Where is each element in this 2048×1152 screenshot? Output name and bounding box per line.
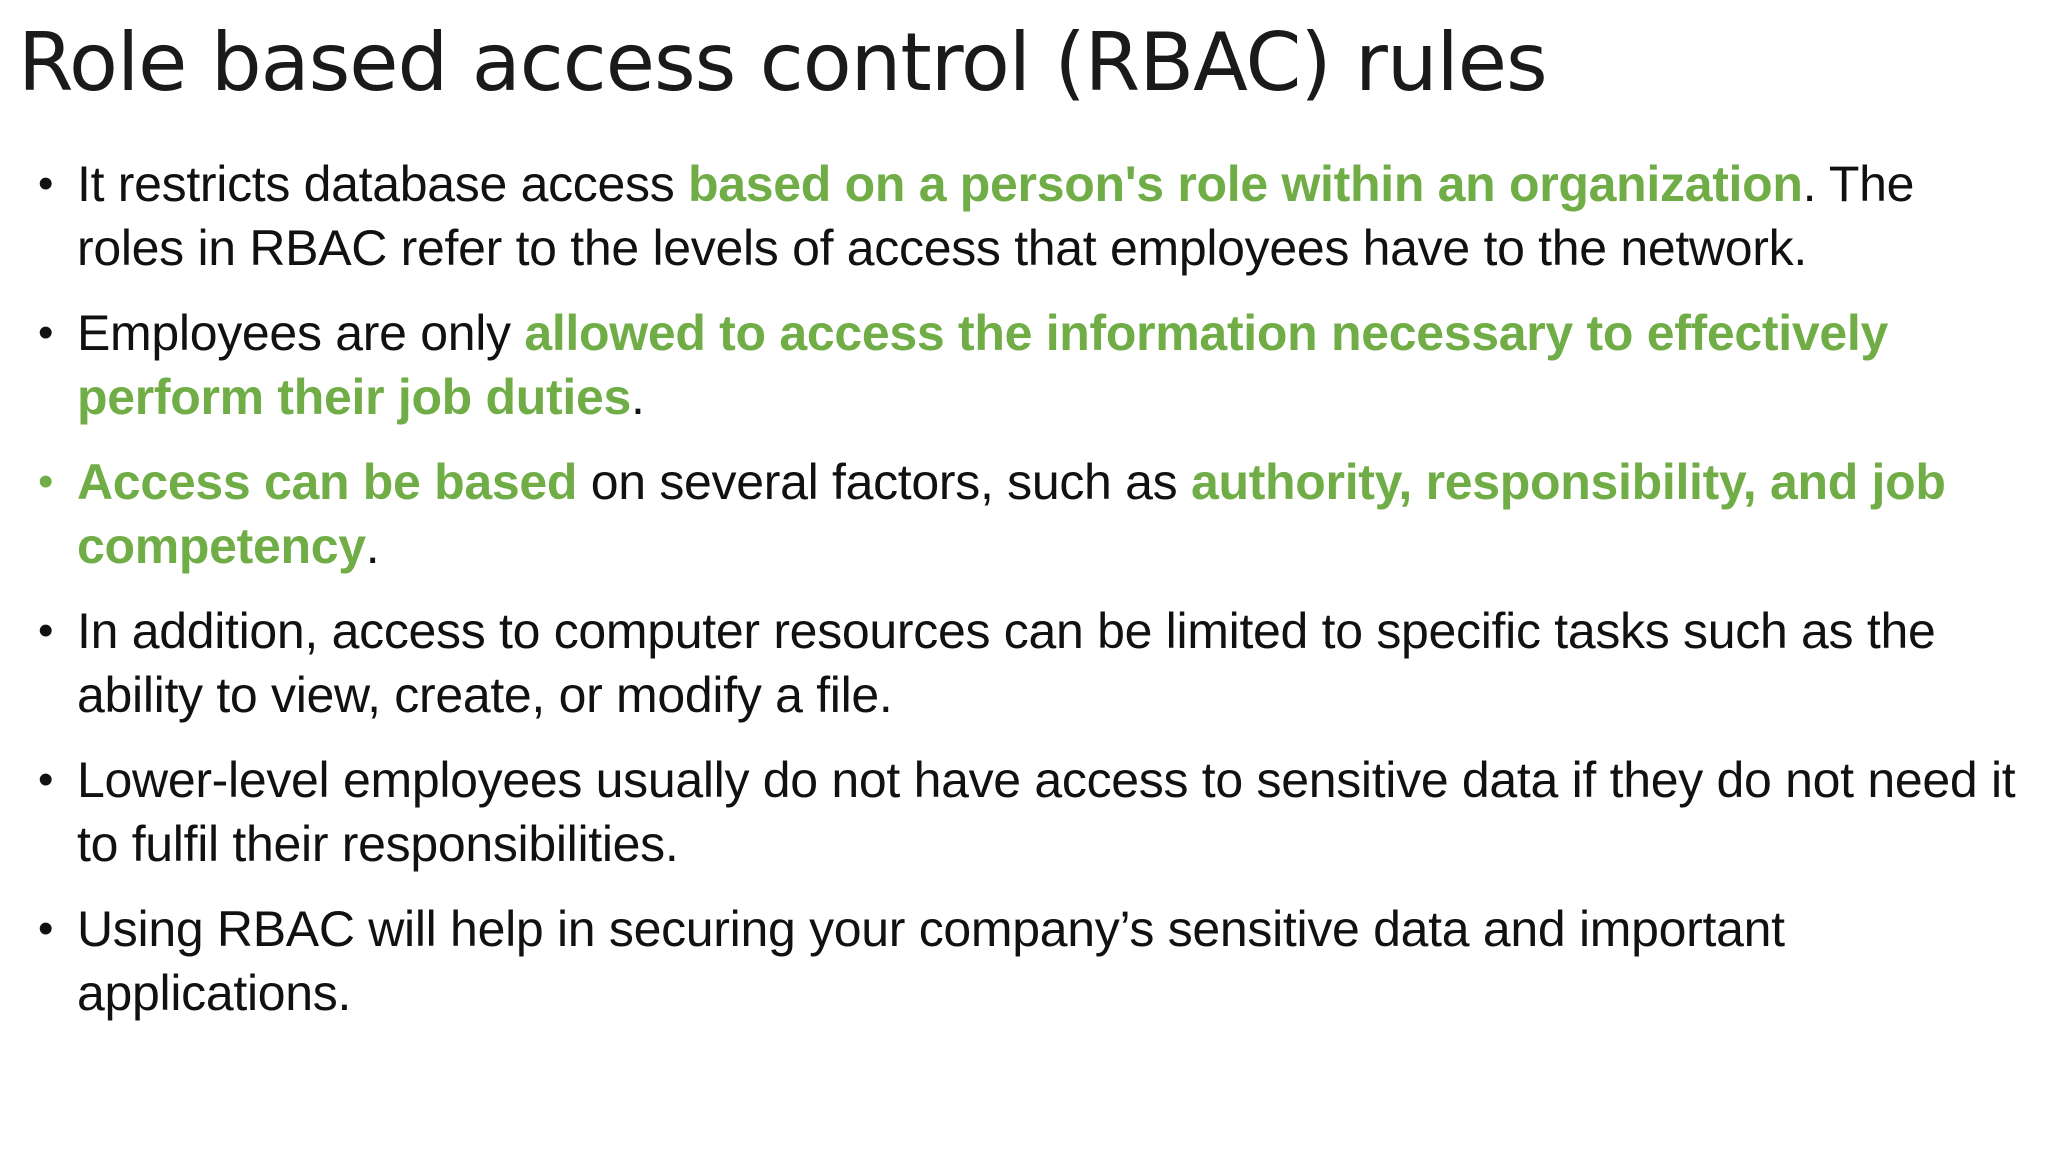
highlighted-phrase: Access can be based [77, 454, 578, 510]
bullet-item-4 [36, 599, 2026, 727]
bullet-dot-icon: • [38, 904, 54, 953]
bullet-segment: . [630, 369, 645, 425]
highlighted-phrase: based on a person's role within an organization [688, 156, 1803, 212]
highlighted-phrase: allowed to access the information necessary to effectively perform their job duties [77, 305, 1888, 425]
bullet-item-6 [36, 897, 2026, 1025]
bullet-item-2 [36, 301, 2026, 429]
bullet-text: In addition, access to computer resources can be limited to specific tasks such as the ability to view, create, or modify a file. [77, 603, 1936, 723]
bullet-item-5 [36, 748, 2026, 876]
bullet-segment: on several factors, such as [577, 454, 1191, 510]
bullet-text: Using RBAC will help in securing your company’s sensitive data and important applications. [77, 901, 1785, 1021]
bullet-segment: It restricts database access [77, 156, 689, 212]
bullet-text [77, 156, 1914, 276]
bullet-item-3 [36, 450, 2026, 578]
bullet-segment: . The roles in RBAC refer to the levels of access that employees have to the network. [77, 156, 1915, 276]
bullet-dot-icon: • [38, 606, 54, 655]
bullet-dot-icon: • [38, 308, 54, 357]
bullet-dot-icon: • [38, 755, 54, 804]
bullet-segment: . [365, 518, 380, 574]
bullet-text [77, 305, 1888, 425]
bullet-dot-icon: • [38, 457, 54, 506]
bullet-segment: Employees are only [77, 305, 525, 361]
bullet-text [77, 454, 1946, 574]
slide-title: Role based access control (RBAC) rules [18, 16, 1547, 109]
bullet-dot-icon: • [38, 159, 54, 208]
highlighted-phrase: authority, responsibility, and job competency [77, 454, 1946, 574]
bullet-text: Lower-level employees usually do not have access to sensitive data if they do not need it to fulfil their responsibilities. [77, 752, 2016, 872]
bullet-list [36, 152, 2026, 1046]
bullet-item-1 [36, 152, 2026, 280]
